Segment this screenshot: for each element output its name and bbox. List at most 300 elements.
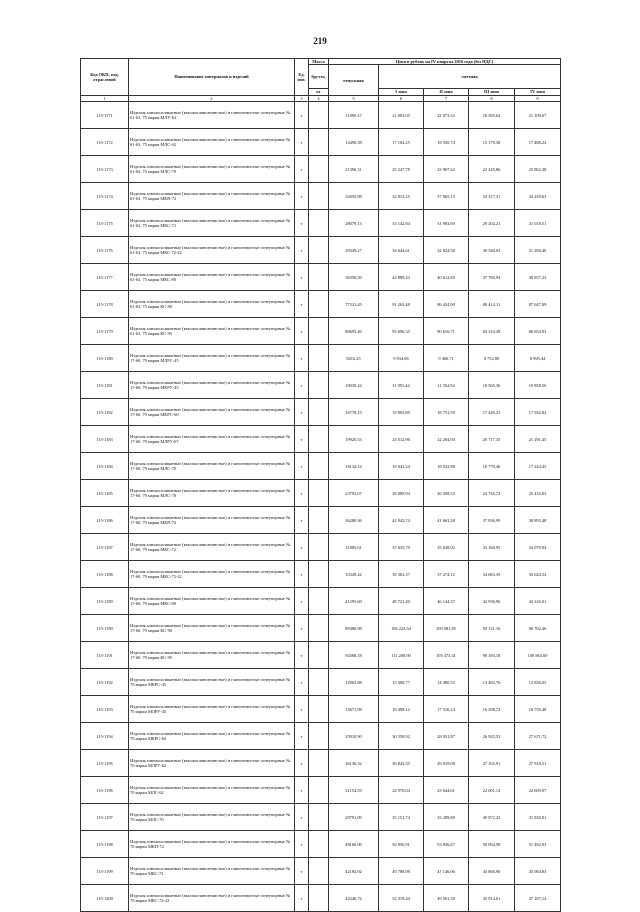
price-zone-1: 95 696,35 [379,318,424,345]
price-wholesale: 89480,98 [329,615,379,642]
item-unit: т [295,291,309,318]
item-mass [309,858,329,885]
price-zone-1: 37 635,79 [379,534,424,561]
price-zone-4: 86 654,93 [515,318,561,345]
table-row [81,588,561,615]
table-row [81,426,561,453]
col-number: 7 [424,96,469,102]
item-name: Изделия алюмосиликатные (высокоглиноземистые) и глиноземистые огнеупорные № 70 марки МЛРУ-45 [129,696,295,723]
item-code: 115-1183 [81,426,129,453]
item-code: 115-1190 [81,615,129,642]
table-row [81,561,561,588]
item-code: 115-1180 [81,345,129,372]
price-zone-1: 30 558,92 [379,723,424,750]
price-zone-1: 39 363,37 [379,561,424,588]
price-zone-4: 17 488,22 [515,129,561,156]
price-zone-4: 35 644,52 [515,561,561,588]
item-name: Изделия алюмосиликатные (высокоглиноземистые) и глиноземистые огнеупорные № 70 марки МКС-72 [129,858,295,885]
item-unit: т [295,858,309,885]
price-zone-1: 32 813,25 [379,183,424,210]
table-row [81,534,561,561]
price-zone-2: 32 824,50 [424,237,469,264]
item-mass [309,210,329,237]
price-table [80,58,561,912]
price-wholesale: 10039,24 [329,372,379,399]
price-zone-3: 50 094,98 [469,831,515,858]
item-mass [309,318,329,345]
header-code: Код ОКП, код, отраслевой [81,59,129,96]
table-row [81,615,561,642]
price-zone-2: 49 561,39 [424,885,469,912]
price-zone-1: 48 721,40 [379,588,424,615]
price-zone-3: 34 683,39 [469,561,515,588]
price-zone-3: 15 179,38 [469,129,515,156]
price-wholesale: 21154,59 [329,777,379,804]
price-zone-3: 80 414,11 [469,291,515,318]
price-zone-1: 33 142,84 [379,210,424,237]
table-row [81,237,561,264]
price-zone-1: 49 788,98 [379,858,424,885]
item-name: Изделия алюмосиликатные (высокоглиноземистые) и глиноземистые огнеупорные № 17-60, 79 марки МКС-72-22 [129,561,295,588]
table-row [81,210,561,237]
item-code: 115-1181 [81,372,129,399]
header-mass-top: Масса [309,59,329,65]
price-zone-1: 21 003,95 [379,102,424,129]
item-mass [309,588,329,615]
item-code: 115-1179 [81,318,129,345]
price-zone-1: 19 043,24 [379,453,424,480]
price-wholesale: 25910,90 [329,723,379,750]
price-zone-4: 51 482,93 [515,831,561,858]
table-row [81,831,561,858]
item-unit: т [295,804,309,831]
price-zone-3: 30 972,23 [469,804,515,831]
item-unit: т [295,831,309,858]
price-wholesale: 8416,25 [329,345,379,372]
price-wholesale: 16778,15 [329,399,379,426]
item-name: Изделия алюмосиликатные (высокоглиноземистые) и глиноземистые огнеупорные № 70 марки МКРС-60 [129,723,295,750]
page-number: 219 [313,36,327,46]
price-zone-4: 17 932,82 [515,399,561,426]
price-zone-4: 17 244,45 [515,453,561,480]
item-mass [309,750,329,777]
price-zone-2: 17 516,24 [424,696,469,723]
table-row [81,156,561,183]
item-name: Изделия алюмосиликатные (высокоглиноземистые) и глиноземистые огнеупорные № 17-60, 79 марки МЛС-70 [129,480,295,507]
table-row [81,129,561,156]
price-zone-4: 45 084,83 [515,858,561,885]
price-zone-3: 22 245,86 [469,156,515,183]
price-zone-4: 100 863,69 [515,642,561,669]
price-zone-3: 20 717,35 [469,426,515,453]
price-zone-4: 96 702,46 [515,615,561,642]
table-row [81,750,561,777]
price-wholesale: 21390,31 [329,156,379,183]
item-mass [309,831,329,858]
header-zone-4: IV зона [515,89,561,96]
price-zone-1: 30 843,35 [379,750,424,777]
price-wholesale: 14490,58 [329,129,379,156]
price-zone-3: 22 001,12 [469,777,515,804]
item-unit: т [295,183,309,210]
item-mass [309,453,329,480]
price-wholesale: 48168,00 [329,831,379,858]
price-wholesale: 77321,45 [329,291,379,318]
price-zone-2: 47 146,06 [424,858,469,885]
price-wholesale: 94568,18 [329,642,379,669]
price-wholesale: 29791,09 [329,804,379,831]
price-wholesale: 36356,59 [329,264,379,291]
item-name: Изделия алюмосиликатные (высокоглиноземистые) и глиноземистые огнеупорные № 70 марки МЛС-62 [129,777,295,804]
price-zone-4: 21 109,67 [515,102,561,129]
price-zone-3: 16 298,72 [469,696,515,723]
item-mass [309,372,329,399]
item-mass [309,291,329,318]
table-row [81,291,561,318]
item-mass [309,426,329,453]
table-row [81,507,561,534]
price-zone-2: 23 644,61 [424,777,469,804]
item-mass [309,345,329,372]
item-name: Изделия алюмосиликатные (высокоглиноземистые) и глиноземистые огнеупорные № 61-63, 75 марки КС-90 [129,291,295,318]
item-unit: т [295,210,309,237]
price-zone-2: 100 081,85 [424,615,469,642]
table-row [81,345,561,372]
item-name: Изделия алюмосиликатные (высокоглиноземистые) и глиноземистые огнеупорные № 70 марки МЛРУ-62 [129,750,295,777]
price-wholesale: 33349,42 [329,561,379,588]
price-zone-1: 111 200,90 [379,642,424,669]
item-mass [309,777,329,804]
header-name: Наименование материалов и изделий [129,59,295,96]
item-mass [309,264,329,291]
item-unit: т [295,561,309,588]
table-row [81,696,561,723]
item-unit: т [295,750,309,777]
price-wholesale: 36280,36 [329,507,379,534]
table-row [81,183,561,210]
item-code: 115-1193 [81,696,129,723]
price-wholesale: 44346,72 [329,885,379,912]
table-row [81,858,561,885]
item-code: 115-1175 [81,210,129,237]
table-row [81,399,561,426]
price-zone-2: 18 350,74 [424,129,469,156]
item-mass [309,804,329,831]
item-unit: т [295,129,309,156]
col-number: 5 [329,96,379,102]
item-code: 115-1172 [81,129,129,156]
col-number: 9 [515,96,561,102]
price-zone-4: 34 249,63 [515,183,561,210]
price-zone-2: 29 019,08 [424,750,469,777]
price-zone-1: 52 319,44 [379,885,424,912]
item-unit: т [295,156,309,183]
table-row [81,318,561,345]
item-unit: т [295,507,309,534]
price-zone-3: 17 449,21 [469,399,515,426]
item-name: Изделия алюмосиликатные (высокоглиноземистые) и глиноземистые огнеупорные № 61-63, 75 марки МКС-80 [129,264,295,291]
item-mass [309,696,329,723]
price-zone-1: 17 104,25 [379,129,424,156]
item-code: 115-1195 [81,750,129,777]
price-zone-4: 27 671,72 [515,723,561,750]
header-estimated: сметная [379,65,561,89]
price-zone-2: 22 264,94 [424,426,469,453]
price-zone-3: 16 779,46 [469,453,515,480]
price-zone-2: 41 663,28 [424,507,469,534]
price-wholesale: 19920,53 [329,426,379,453]
item-name: Изделия алюмосиликатные (высокоглиноземистые) и глиноземистые огнеупорные № 17-60, 79 марки КС-90 [129,615,295,642]
price-zone-2: 37 865,13 [424,183,469,210]
price-zone-4: 87 647,09 [515,291,561,318]
item-unit: т [295,669,309,696]
item-name: Изделия алюмосиликатные (высокоглиноземистые) и глиноземистые огнеупорные № 61-63, 75 марки МЛУ-62 [129,102,295,129]
price-zone-4: 31 830,01 [515,804,561,831]
item-name: Изделия алюмосиликатные (высокоглиноземистые) и глиноземистые огнеупорные № 61-63, 75 марки МКС-72-22 [129,237,295,264]
item-mass [309,561,329,588]
price-zone-1: 42 889,43 [379,264,424,291]
item-unit: т [295,642,309,669]
header-zone-2: II зона [424,89,469,96]
price-zone-3: 30 540,03 [469,237,515,264]
price-zone-3: 8 752,88 [469,345,515,372]
table-row [81,723,561,750]
price-zone-1: 42 942,74 [379,507,424,534]
item-code: 115-1194 [81,723,129,750]
item-unit: т [295,102,309,129]
item-name: Изделия алюмосиликатные (высокоглиноземистые) и глиноземистые огнеупорные № 17-60, 79 марки МКС-80 [129,588,295,615]
table-row [81,372,561,399]
item-name: Изделия алюмосиликатные (высокоглиноземистые) и глиноземистые огнеупорные № 17-60, 79 марки МКС-72 [129,534,295,561]
item-name: Изделия алюмосиликатные (высокоглиноземистые) и глиноземистые огнеупорные № 17-60, 79 марки МЛРУ-67 [129,426,295,453]
price-zone-1: 35 151,74 [379,804,424,831]
item-code: 115-1173 [81,156,129,183]
price-zone-4: 44 126,91 [515,588,561,615]
price-zone-1: 25 247,78 [379,156,424,183]
item-code: 115-1196 [81,777,129,804]
item-mass [309,237,329,264]
item-code: 115-1192 [81,669,129,696]
item-unit: т [295,777,309,804]
item-mass [309,507,329,534]
table-row [81,885,561,912]
item-code: 115-1198 [81,831,129,858]
price-zone-1: 56 856,91 [379,831,424,858]
item-mass [309,723,329,750]
item-code: 115-1199 [81,858,129,885]
item-unit: т [295,480,309,507]
item-name: Изделия алюмосиликатные (высокоглиноземистые) и глиноземистые огнеупорные № 17-60, 79 марки МКРУ-45 [129,372,295,399]
price-zone-1: 34 644,61 [379,237,424,264]
price-zone-1: 9 934,06 [379,345,424,372]
item-code: 115-1178 [81,291,129,318]
price-wholesale: 80693,40 [329,318,379,345]
item-unit: т [295,453,309,480]
price-zone-1: 19 803,89 [379,399,424,426]
col-number: 1 [81,96,129,102]
header-unit: Ед. изм. [295,59,309,96]
item-name: Изделия алюмосиликатные (высокоглиноземистые) и глиноземистые огнеупорные № 17-60, 79 марки МЛРС-45 [129,345,295,372]
price-zone-2: 53 836,67 [424,831,469,858]
price-zone-2: 35 638,02 [424,534,469,561]
price-zone-2: 22 073,33 [424,102,469,129]
item-mass [309,642,329,669]
price-zone-3: 98 183,18 [469,642,515,669]
item-name: Изделия алюмосиликатные (высокоглиноземистые) и глиноземистые огнеупорные № 70 марки МКС-72-22 [129,885,295,912]
item-name: Изделия алюмосиликатные (высокоглиноземистые) и глиноземистые огнеупорные № 61-63, 75 марки КС-95 [129,318,295,345]
header-wholesale: отпускная [329,65,379,96]
price-zone-4: 25 862,38 [515,156,561,183]
price-zone-4: 8 995,44 [515,345,561,372]
table-body [81,102,561,912]
table-row [81,480,561,507]
price-zone-3: 43 866,96 [469,858,515,885]
price-zone-2: 86 424,90 [424,291,469,318]
price-zone-3: 93 121,16 [469,615,515,642]
price-wholesale: 12963,88 [329,669,379,696]
price-wholesale: 16134,14 [329,453,379,480]
item-code: 115-1188 [81,561,129,588]
price-zone-1: 23 512,96 [379,426,424,453]
item-mass [309,669,329,696]
item-unit: т [295,237,309,264]
item-mass [309,102,329,129]
price-zone-3: 29 202,21 [469,210,515,237]
item-code: 115-1174 [81,183,129,210]
item-unit: т [295,372,309,399]
header-mass-unit: кг [309,89,329,96]
item-mass [309,156,329,183]
price-zone-2: 26 598,53 [424,480,469,507]
price-zone-3: 18 585,62 [469,102,515,129]
price-wholesale: 15671,98 [329,696,379,723]
price-zone-4: 38 857,23 [515,264,561,291]
price-zone-3: 42 936,96 [469,588,515,615]
item-mass [309,885,329,912]
price-zone-4: 38 893,48 [515,507,561,534]
price-zone-3: 27 165,91 [469,750,515,777]
price-zone-4: 25 433,03 [515,480,561,507]
item-unit: т [295,345,309,372]
price-wholesale: 41295,60 [329,588,379,615]
table-row [81,804,561,831]
item-mass [309,183,329,210]
item-code: 115-1177 [81,264,129,291]
header-price-group: Цена в рублях на IV квартал 2016 года (без НДС) [329,59,561,65]
col-number: 3 [295,96,309,102]
item-unit: т [295,696,309,723]
item-name: Изделия алюмосиликатные (высокоглиноземистые) и глиноземистые огнеупорные № 61-63, 75 марки МКС-72 [129,210,295,237]
item-name: Изделия алюмосиликатные (высокоглиноземистые) и глиноземистые огнеупорные № 61-63, 75 марки МКП-72 [129,183,295,210]
price-zone-4: 21 291,45 [515,426,561,453]
price-zone-2: 11 354,94 [424,372,469,399]
price-zone-2: 90 616,71 [424,318,469,345]
col-number: 4 [309,96,329,102]
price-zone-2: 23 967,62 [424,156,469,183]
price-zone-1: 28 089,94 [379,480,424,507]
price-zone-3: 33 160,95 [469,534,515,561]
price-zone-2: 105 473,41 [424,642,469,669]
item-unit: т [295,534,309,561]
table-row [81,669,561,696]
price-zone-3: 84 310,38 [469,318,515,345]
price-zone-2: 33 289,80 [424,804,469,831]
item-code: 115-1197 [81,804,129,831]
item-unit: т [295,588,309,615]
price-zone-1: 18 498,12 [379,696,424,723]
price-zone-3: 13 482,76 [469,669,515,696]
price-zone-1: 24 970,04 [379,777,424,804]
price-zone-1: 11 991,44 [379,372,424,399]
item-mass [309,399,329,426]
price-zone-4: 27 918,51 [515,750,561,777]
col-number: 6 [379,96,424,102]
price-wholesale: 42184,92 [329,858,379,885]
price-wholesale: 28079,13 [329,210,379,237]
price-zone-2: 18 751,59 [424,399,469,426]
price-zone-2: 46 144,37 [424,588,469,615]
price-zone-4: 34 079,94 [515,534,561,561]
item-code: 115-1171 [81,102,129,129]
col-number: 2 [129,96,295,102]
item-code: 115-1176 [81,237,129,264]
price-zone-2: 9 466,71 [424,345,469,372]
item-unit: т [295,426,309,453]
price-zone-3: 10 565,36 [469,372,515,399]
header-zone-3: III зона [469,89,515,96]
price-zone-3: 26 925,53 [469,723,515,750]
price-wholesale: 23793,67 [329,480,379,507]
price-wholesale: 26130,32 [329,750,379,777]
table-row [81,642,561,669]
price-zone-4: 31 018,51 [515,210,561,237]
item-unit: т [295,264,309,291]
price-zone-1: 15 300,77 [379,669,424,696]
price-zone-3: 37 789,94 [469,264,515,291]
item-mass [309,534,329,561]
price-wholesale: 32055,98 [329,183,379,210]
col-number: 8 [469,96,515,102]
item-name: Изделия алюмосиликатные (высокоглиноземистые) и глиноземистые огнеупорные № 17-60, 79 марки КС-95 [129,642,295,669]
price-zone-3: 33 317,31 [469,183,515,210]
price-zone-4: 47 187,14 [515,885,561,912]
price-zone-3: 37 836,99 [469,507,515,534]
item-code: 115-1200 [81,885,129,912]
item-mass [309,480,329,507]
price-wholesale: 11090,37 [329,102,379,129]
item-name: Изделия алюмосиликатные (высокоглиноземистые) и глиноземистые огнеупорные № 61-63, 75 марки МЛС-62 [129,129,295,156]
table-row [81,102,561,129]
item-code: 115-1186 [81,507,129,534]
item-unit: т [295,885,309,912]
price-zone-2: 14 490,53 [424,669,469,696]
item-code: 115-1184 [81,453,129,480]
price-zone-2: 31 983,69 [424,210,469,237]
item-unit: т [295,723,309,750]
header-mass-mid: брутто, [309,65,329,89]
price-zone-2: 28 931,87 [424,723,469,750]
header-zone-1: I зона [379,89,424,96]
price-zone-4: 13 856,05 [515,669,561,696]
item-unit: т [295,399,309,426]
table-row [81,453,561,480]
price-zone-4: 22 609,07 [515,777,561,804]
item-name: Изделия алюмосиликатные (высокоглиноземистые) и глиноземистые огнеупорные № 17-60, 79 марки МКРС-60 [129,399,295,426]
price-wholesale: 29349,27 [329,237,379,264]
item-name: Изделия алюмосиликатные (высокоглиноземистые) и глиноземистые огнеупорные № 17-60, 79 марки МЛС-70 [129,453,295,480]
price-zone-4: 31 280,40 [515,237,561,264]
item-mass [309,615,329,642]
